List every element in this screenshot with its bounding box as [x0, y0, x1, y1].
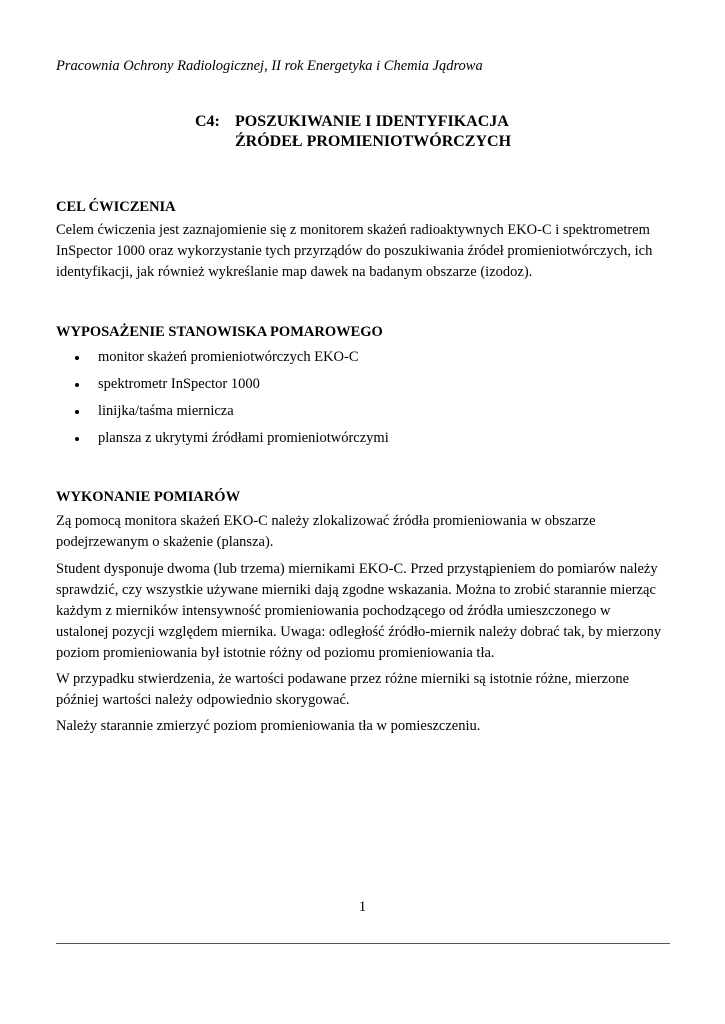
procedure-line: ustalonej pozycji względem miernika. Uwaga: odległość źródło-miernik należy dobrać tak, by mierzony — [56, 624, 662, 640]
bullet-icon — [75, 410, 79, 414]
equipment-list — [56, 347, 389, 455]
list-item: linijka/taśma miernicza — [56, 401, 389, 428]
procedure-line: Student dysponuje dwoma (lub trzema) miernikami EKO-C. Przed przystąpieniem do pomiarów należy — [56, 561, 658, 577]
procedure-heading: WYKONANIE POMIARÓW — [56, 489, 241, 505]
goal-paragraph — [56, 220, 676, 283]
procedure-line: Należy starannie zmierzyć poziom promieniowania tła w pomieszczeniu. — [56, 718, 481, 734]
procedure-line: Zą pomocą monitora skażeń EKO-C należy zlokalizować źródła promieniowania w obszarze — [56, 513, 596, 529]
title-text-1: POSZUKIWANIE I IDENTYFIKACJA — [235, 113, 509, 130]
title-line-1 — [195, 112, 511, 132]
equipment-heading: WYPOSAŻENIE STANOWISKA POMAROWEGO — [56, 324, 383, 340]
procedure-line: W przypadku stwierdzenia, że wartości podawane przez różne mierniki są istotnie różne, mierzone — [56, 671, 630, 687]
procedure-paragraph — [56, 716, 676, 737]
procedure-line: każdym z mierników intensywność promieniowania pochodzącego od źródła umieszczonego w — [56, 603, 611, 619]
footer-divider — [56, 943, 670, 944]
running-header: Pracownia Ochrony Radiologicznej, II rok Energetyka i Chemia Jądrowa — [56, 58, 483, 74]
goal-line: identyfikacji, jak również wykreślanie map dawek na badanym obszarze (izodoz). — [56, 264, 533, 280]
bullet-icon — [75, 437, 79, 441]
goal-line: Celem ćwiczenia jest zaznajomienie się z monitorem skażeń radioaktywnych EKO-C i spektrometrem — [56, 222, 650, 238]
procedure-paragraph — [56, 511, 676, 553]
bullet-icon — [75, 356, 79, 360]
document-title — [195, 112, 511, 152]
exercise-number: C4: — [195, 113, 220, 130]
title-line-2: ŹRÓDEŁ PROMIENIOTWÓRCZYCH — [235, 133, 512, 150]
procedure-line: później wartości należy odpowiednio skorygować. — [56, 692, 350, 708]
procedure-paragraph — [56, 669, 676, 711]
bullet-icon — [75, 383, 79, 387]
procedure-paragraph — [56, 559, 676, 664]
procedure-line: poziom promieniowania był istotnie różny od poziomu promieniowania tła. — [56, 645, 495, 661]
procedure-line: sprawdzić, czy wszystkie używane mierniki dają zgodne wskazania. Można to zrobić starannie mierząc — [56, 582, 656, 598]
procedure-line: podejrzewanym o skażenie (plansza). — [56, 534, 274, 550]
list-item: monitor skażeń promieniotwórczych EKO-C — [56, 347, 389, 374]
goal-line: InSpector 1000 oraz wykorzystanie tych przyrządów do poszukiwania źródeł promieniotwórczych, ich — [56, 243, 653, 259]
list-item: spektrometr InSpector 1000 — [56, 374, 389, 401]
goal-heading: CEL ĆWICZENIA — [56, 199, 176, 215]
list-item: plansza z ukrytymi źródłami promieniotwórczymi — [56, 428, 389, 455]
page-number: 1 — [358, 899, 367, 915]
